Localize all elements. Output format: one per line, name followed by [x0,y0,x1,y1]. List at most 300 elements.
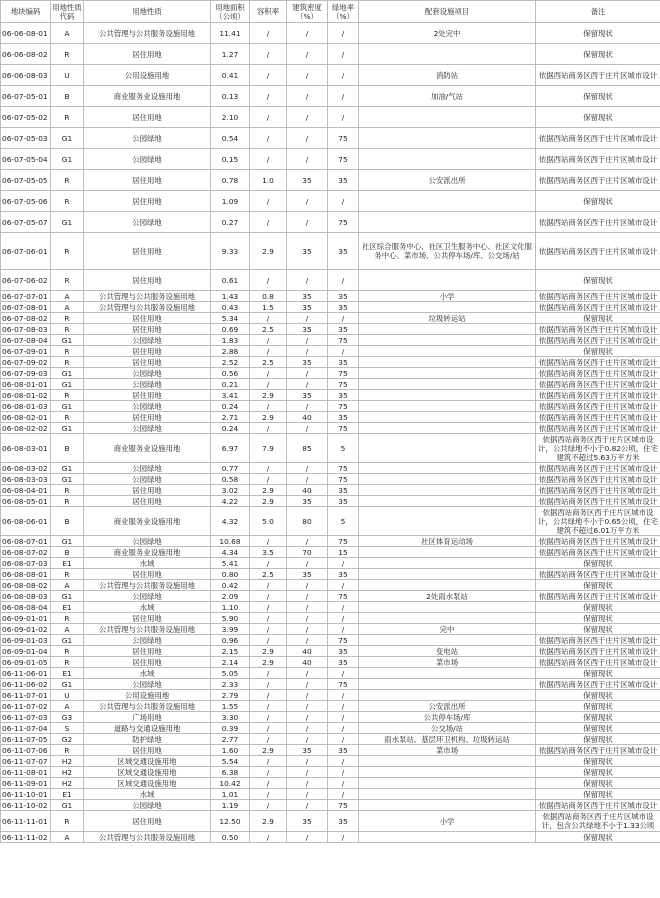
cell-area: 0.80 [211,569,250,580]
cell-type-code: H2 [51,756,84,767]
cell-density: / [287,536,328,547]
cell-green-ratio: / [328,613,359,624]
cell-remarks: 保留现状 [536,346,660,357]
cell-remarks: 依据西站商务区西于庄片区城市设计 [536,170,660,191]
cell-code: 06-11-11-02 [1,832,51,843]
cell-green-ratio: / [328,756,359,767]
table-row [1,690,660,701]
cell-density: / [287,401,328,412]
cell-type-code: B [51,86,84,107]
cell-type-code: G1 [51,368,84,379]
cell-code: 06-09-01-05 [1,657,51,668]
cell-area: 2.15 [211,646,250,657]
cell-facilities [359,324,536,335]
cell-land-use: 居住用地 [84,357,211,368]
table-row [1,65,660,86]
cell-code: 06-11-09-01 [1,778,51,789]
cell-facilities [359,270,536,291]
cell-area: 1.83 [211,335,250,346]
cell-area: 5.54 [211,756,250,767]
cell-far: 2.9 [250,811,287,832]
cell-remarks: 保留现状 [536,107,660,128]
cell-facilities [359,789,536,800]
cell-area: 1.55 [211,701,250,712]
cell-far: 7.9 [250,434,287,463]
cell-area: 12.50 [211,811,250,832]
table-row [1,832,660,843]
cell-code: 06-11-06-01 [1,668,51,679]
table-row [1,379,660,390]
cell-land-use: 商业服务业设施用地 [84,507,211,536]
cell-code: 06-08-01-01 [1,379,51,390]
cell-area: 0.58 [211,474,250,485]
cell-remarks: 依据西站商务区西于庄片区城市设计 [536,635,660,646]
cell-land-use: 居住用地 [84,44,211,65]
cell-remarks: 保留现状 [536,313,660,324]
cell-facilities [359,485,536,496]
cell-type-code: A [51,291,84,302]
cell-area: 0.69 [211,324,250,335]
cell-land-use: 水域 [84,602,211,613]
cell-type-code: G1 [51,474,84,485]
cell-density: 35 [287,291,328,302]
header-type-code: 用地性质代码 [52,2,82,21]
cell-code: 06-09-01-02 [1,624,51,635]
cell-green-ratio: 35 [328,324,359,335]
cell-code: 06-08-04-01 [1,485,51,496]
cell-land-use: 公园绿地 [84,128,211,149]
cell-green-ratio: 35 [328,485,359,496]
cell-density: / [287,368,328,379]
cell-facilities: 2处雨水泵站 [359,591,536,602]
cell-density: / [287,778,328,789]
cell-remarks: 依据西站商务区西于庄片区城市设计 [536,65,660,86]
cell-green-ratio: 35 [328,291,359,302]
table-row [1,463,660,474]
cell-land-use: 公园绿地 [84,212,211,233]
cell-green-ratio: 35 [328,657,359,668]
cell-facilities [359,767,536,778]
cell-code: 06-08-07-01 [1,536,51,547]
cell-green-ratio: / [328,690,359,701]
cell-type-code: U [51,65,84,86]
cell-remarks: 依据西站商务区西于庄片区城市设计 [536,423,660,434]
cell-facilities [359,580,536,591]
cell-density: / [287,789,328,800]
cell-remarks: 保留现状 [536,624,660,635]
cell-green-ratio: / [328,712,359,723]
cell-far: / [250,191,287,212]
table-row [1,485,660,496]
cell-density: / [287,690,328,701]
cell-density: / [287,558,328,569]
table-row [1,723,660,734]
table-row [1,734,660,745]
cell-land-use: 公园绿地 [84,800,211,811]
cell-far: / [250,44,287,65]
cell-green-ratio: / [328,832,359,843]
cell-density: 40 [287,412,328,423]
cell-far: / [250,591,287,602]
cell-land-use: 公共管理与公共服务设施用地 [84,580,211,591]
cell-code: 06-11-07-03 [1,712,51,723]
cell-remarks: 依据西站商务区西于庄片区城市设计 [536,463,660,474]
cell-area: 4.32 [211,507,250,536]
cell-type-code: R [51,657,84,668]
cell-density: / [287,313,328,324]
cell-facilities [359,302,536,313]
cell-code: 06-08-08-03 [1,591,51,602]
cell-type-code: R [51,233,84,270]
cell-land-use: 居住用地 [84,811,211,832]
cell-far: 2.5 [250,357,287,368]
cell-far: / [250,778,287,789]
cell-land-use: 道路与交通设施用地 [84,723,211,734]
cell-code: 06-07-05-02 [1,107,51,128]
cell-type-code: U [51,690,84,701]
cell-code: 06-08-03-03 [1,474,51,485]
cell-area: 0.42 [211,580,250,591]
cell-land-use: 居住用地 [84,745,211,756]
cell-remarks: 依据西站商务区西于庄片区城市设计 [536,212,660,233]
cell-density: / [287,346,328,357]
cell-area: 0.39 [211,723,250,734]
header-land-use: 用地性质 [84,1,211,23]
cell-code: 06-08-07-03 [1,558,51,569]
cell-green-ratio: / [328,723,359,734]
cell-code: 06-11-07-04 [1,723,51,734]
cell-land-use: 水域 [84,668,211,679]
cell-remarks: 依据西站商务区西于庄片区城市设计 [536,591,660,602]
cell-facilities [359,800,536,811]
cell-density: / [287,668,328,679]
table-row [1,657,660,668]
cell-remarks: 依据西站商务区西于庄片区城市设计 [536,291,660,302]
cell-area: 0.54 [211,128,250,149]
cell-density: / [287,463,328,474]
cell-green-ratio: 35 [328,811,359,832]
cell-type-code: R [51,44,84,65]
cell-area: 3.41 [211,390,250,401]
cell-facilities: 菜市场 [359,745,536,756]
cell-facilities [359,635,536,646]
cell-type-code: R [51,646,84,657]
cell-facilities: 2处完中 [359,23,536,44]
cell-far: / [250,65,287,86]
cell-type-code: G1 [51,212,84,233]
cell-type-code: A [51,624,84,635]
cell-land-use: 公共管理与公共服务设施用地 [84,832,211,843]
table-row [1,368,660,379]
cell-far: 2.9 [250,657,287,668]
cell-land-use: 居住用地 [84,613,211,624]
cell-type-code: B [51,507,84,536]
cell-land-use: 水域 [84,558,211,569]
cell-facilities [359,496,536,507]
cell-code: 06-08-08-04 [1,602,51,613]
cell-area: 0.77 [211,463,250,474]
cell-area: 5.90 [211,613,250,624]
cell-green-ratio: 75 [328,128,359,149]
cell-code: 06-07-09-03 [1,368,51,379]
cell-far: / [250,368,287,379]
cell-density: / [287,613,328,624]
cell-code: 06-07-09-01 [1,346,51,357]
cell-type-code: R [51,745,84,756]
cell-facilities [359,434,536,463]
cell-density: / [287,86,328,107]
cell-type-code: E1 [51,668,84,679]
cell-green-ratio: 35 [328,170,359,191]
cell-land-use: 公园绿地 [84,401,211,412]
table-row [1,558,660,569]
cell-type-code: R [51,811,84,832]
cell-far: / [250,212,287,233]
cell-type-code: R [51,496,84,507]
cell-green-ratio: / [328,602,359,613]
cell-far: 3.5 [250,547,287,558]
cell-type-code: R [51,412,84,423]
cell-green-ratio: / [328,191,359,212]
cell-type-code: R [51,313,84,324]
cell-green-ratio: 15 [328,547,359,558]
cell-green-ratio: 75 [328,635,359,646]
cell-far: / [250,602,287,613]
cell-remarks: 依据西站商务区西于庄片区城市设计，包含公共绿地不小于1.33公顷 [536,811,660,832]
cell-facilities [359,412,536,423]
cell-code: 06-07-05-03 [1,128,51,149]
cell-type-code: R [51,346,84,357]
cell-green-ratio: 35 [328,646,359,657]
cell-type-code: R [51,613,84,624]
cell-type-code: A [51,302,84,313]
cell-remarks: 保留现状 [536,86,660,107]
cell-remarks: 保留现状 [536,558,660,569]
cell-far: 2.9 [250,496,287,507]
cell-density: 35 [287,357,328,368]
cell-facilities [359,832,536,843]
cell-far: / [250,474,287,485]
cell-facilities [359,778,536,789]
cell-land-use: 居住用地 [84,233,211,270]
table-row [1,107,660,128]
cell-code: 06-11-07-01 [1,690,51,701]
cell-type-code: R [51,270,84,291]
cell-remarks: 依据西站商务区西于庄片区城市设计 [536,368,660,379]
cell-type-code: B [51,547,84,558]
cell-remarks: 依据西站商务区西于庄片区城市设计 [536,474,660,485]
cell-facilities [359,401,536,412]
cell-area: 1.60 [211,745,250,756]
table-row [1,800,660,811]
cell-type-code: H2 [51,778,84,789]
cell-land-use: 公用设施用地 [84,690,211,701]
table-row [1,233,660,270]
table-row [1,756,660,767]
cell-type-code: G1 [51,463,84,474]
cell-facilities [359,212,536,233]
cell-green-ratio: / [328,778,359,789]
cell-green-ratio: 75 [328,591,359,602]
cell-remarks: 依据西站商务区西于庄片区城市设计 [536,496,660,507]
table-row [1,401,660,412]
cell-far: / [250,149,287,170]
cell-remarks: 保留现状 [536,191,660,212]
cell-green-ratio: 75 [328,474,359,485]
table-row [1,496,660,507]
header-remarks: 备注 [536,1,660,23]
cell-type-code: G1 [51,149,84,170]
cell-land-use: 居住用地 [84,346,211,357]
cell-type-code: R [51,485,84,496]
cell-remarks: 保留现状 [536,270,660,291]
table-row [1,170,660,191]
table-row [1,507,660,536]
table-row [1,745,660,756]
cell-code: 06-07-09-02 [1,357,51,368]
cell-area: 1.01 [211,789,250,800]
cell-land-use: 居住用地 [84,191,211,212]
cell-remarks: 依据西站商务区西于庄片区城市设计 [536,800,660,811]
cell-facilities [359,390,536,401]
cell-remarks: 保留现状 [536,756,660,767]
cell-far: / [250,335,287,346]
cell-facilities [359,602,536,613]
table-row [1,346,660,357]
cell-green-ratio: / [328,346,359,357]
cell-land-use: 公园绿地 [84,463,211,474]
cell-far: 2.9 [250,412,287,423]
cell-green-ratio: 35 [328,302,359,313]
cell-type-code: R [51,569,84,580]
cell-remarks: 保留现状 [536,778,660,789]
cell-density: 40 [287,646,328,657]
cell-far: / [250,789,287,800]
cell-remarks: 依据西站商务区西于庄片区城市设计 [536,335,660,346]
cell-area: 10.42 [211,778,250,789]
cell-remarks: 依据西站商务区西于庄片区城市设计 [536,324,660,335]
table-row [1,624,660,635]
cell-area: 5.34 [211,313,250,324]
table-row [1,212,660,233]
cell-density: 70 [287,547,328,558]
cell-far: 2.9 [250,390,287,401]
table-row [1,357,660,368]
cell-remarks: 保留现状 [536,44,660,65]
cell-green-ratio: / [328,558,359,569]
cell-land-use: 防护绿地 [84,734,211,745]
cell-facilities: 公安派出所 [359,170,536,191]
cell-green-ratio: / [328,767,359,778]
cell-density: / [287,635,328,646]
cell-land-use: 区域交通设施用地 [84,778,211,789]
cell-area: 0.13 [211,86,250,107]
cell-land-use: 广场用地 [84,712,211,723]
cell-area: 3.99 [211,624,250,635]
table-row [1,149,660,170]
cell-density: 35 [287,496,328,507]
cell-green-ratio: / [328,23,359,44]
cell-area: 0.78 [211,170,250,191]
cell-far: / [250,558,287,569]
table-row [1,44,660,65]
cell-area: 0.24 [211,401,250,412]
cell-green-ratio: 75 [328,379,359,390]
cell-far: / [250,107,287,128]
table-row [1,302,660,313]
cell-density: / [287,128,328,149]
cell-facilities [359,613,536,624]
table-row [1,778,660,789]
table-row [1,701,660,712]
cell-type-code: A [51,701,84,712]
table-row [1,591,660,602]
cell-far: / [250,690,287,701]
cell-land-use: 商业服务业设施用地 [84,434,211,463]
cell-remarks: 依据西站商务区西于庄片区城市设计 [536,412,660,423]
cell-code: 06-11-07-07 [1,756,51,767]
cell-area: 1.10 [211,602,250,613]
cell-green-ratio: 35 [328,412,359,423]
cell-land-use: 公园绿地 [84,635,211,646]
cell-remarks: 依据西站商务区西于庄片区城市设计，公共绿地不小于0.82公顷，住宅建筑不超过5.63万平方米 [536,434,660,463]
cell-area: 0.56 [211,368,250,379]
cell-code: 06-11-07-06 [1,745,51,756]
cell-type-code: G1 [51,423,84,434]
header-area: 用地面积（公顷） [211,1,250,23]
cell-land-use: 公园绿地 [84,149,211,170]
cell-far: / [250,23,287,44]
cell-remarks: 保留现状 [536,613,660,624]
cell-far: / [250,668,287,679]
cell-density: / [287,212,328,233]
cell-facilities: 公安派出所 [359,701,536,712]
cell-land-use: 居住用地 [84,170,211,191]
cell-green-ratio: 75 [328,679,359,690]
cell-far: / [250,712,287,723]
cell-area: 2.88 [211,346,250,357]
cell-far: / [250,832,287,843]
cell-land-use: 居住用地 [84,646,211,657]
cell-code: 06-07-07-01 [1,291,51,302]
cell-code: 06-07-05-06 [1,191,51,212]
cell-density: / [287,679,328,690]
cell-code: 06-11-08-01 [1,767,51,778]
cell-green-ratio: / [328,44,359,65]
cell-facilities: 公交场/站 [359,723,536,734]
cell-type-code: R [51,191,84,212]
header-far: 容积率 [250,1,287,23]
cell-density: / [287,423,328,434]
cell-density: / [287,149,328,170]
cell-facilities: 消防站 [359,65,536,86]
table-row [1,613,660,624]
cell-remarks: 依据西站商务区西于庄片区城市设计 [536,679,660,690]
cell-green-ratio: / [328,624,359,635]
cell-far: / [250,635,287,646]
cell-code: 06-08-05-01 [1,496,51,507]
cell-code: 06-08-07-02 [1,547,51,558]
cell-density: / [287,65,328,86]
header-green-ratio: 绿地率（%） [328,1,359,23]
cell-facilities [359,474,536,485]
cell-far: / [250,800,287,811]
cell-area: 0.41 [211,65,250,86]
cell-land-use: 居住用地 [84,107,211,128]
cell-density: / [287,23,328,44]
cell-area: 2.71 [211,412,250,423]
table-row [1,547,660,558]
